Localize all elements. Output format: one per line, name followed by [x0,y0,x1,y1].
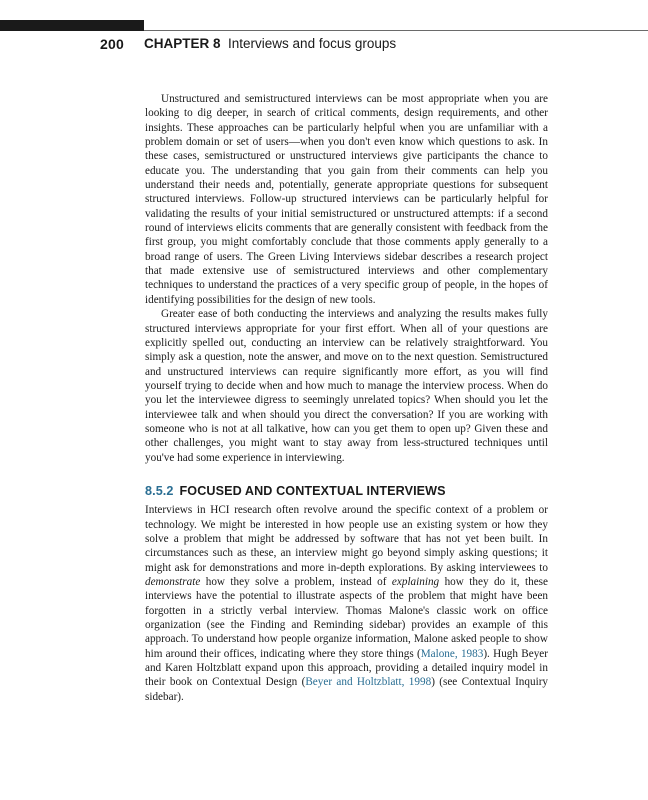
section-heading [145,484,548,498]
text-run: how they do it, these interviews have the potential to illustrate aspects of the problem that might have been forgotten in a strictly verbal interview. Thomas Malone's classic work on office organization (see the Finding and Reminding sidebar) provides an example of this approach. To understand how people organize information, Malone asked people to show him around their offices, indicating where they store things ( [145,576,548,660]
emphasis: demonstrate [145,576,201,588]
chapter-heading [144,36,396,51]
paragraph: Unstructured and semistructured interviews can be most appropriate when you are looking to dig deeper, in search of critical comments, design requirements, and other insights. These approaches can be particularly helpful when you are unfamiliar with a problem domain or set of users—when you don't even know which questions to ask. In these cases, semistructured or unstructured interviews give participants the chance to educate you. The understanding that you gain from their comments can help you understand their needs and, potentially, generate appropriate questions for subsequent structured interviews. Follow-up structured interviews can be particularly helpful for validating the results of your initial semistructured or unstructured attempts: if a second round of interviews elicits comments that are generally consistent with feedback from the first group, you might comfortably conclude that those comments apply generally to a broad range of users. The Green Living Interviews sidebar describes a research project that made extensive use of semistructured interviews and other complementary techniques to understand the practices of a very specific group of people, in the hopes of identifying possibilities for the design of new tools. [145,93,548,306]
header-rule [144,30,648,31]
section-title: FOCUSED AND CONTEXTUAL INTERVIEWS [179,483,446,498]
text-run: Interviews in HCI research often revolve around the specific context of a problem or technology. We might be interested in how people use an existing system or how they solve a problem that might be addressed by software that has not yet been built. In circumstances such as these, an interview might go beyond simply asking questions; it might ask for demonstrations and more in-depth explorations. By asking interviewees to [145,504,548,574]
chapter-title: Interviews and focus groups [228,36,397,51]
text-run: how they solve a problem, instead of [200,576,392,588]
header-accent-bar [0,20,144,31]
section-number: 8.5.2 [145,483,174,498]
paragraph: Greater ease of both conducting the interviews and analyzing the results makes fully structured interviews appropriate for your first effort. When all of your questions are explicitly spelled out, conducting an interview can be relatively straightforward. You simply ask a question, note the answer, and move on to the next question. Semistructured and unstructured interviews can require significantly more effort, as you will find yourself trying to decide when and how much to manage the interview process. When do you let the interviewee digress to seemingly unrelated topics? When should you let the interviewee talk and when should you direct the conversation? If you are working with someone who is not at all talkative, how can you get them to open up? Given these and other challenges, you might want to stay away from less-structured techniques until you've had some experience in interviewing. [145,308,548,464]
citation-link[interactable]: Malone, 1983 [420,647,484,660]
chapter-label: CHAPTER 8 [144,36,221,51]
text-run: ) (see Contextual Inquiry sidebar). [145,676,549,703]
citation-link[interactable]: Beyer and Holtzblatt, 1998 [305,676,432,689]
text-run: ). Hugh Beyer and Karen Holtzblatt expand upon this approach, providing a detailed inquiry model in their book on Contextual Design ( [145,647,548,689]
section-paragraph [145,503,548,704]
body-text [145,92,548,704]
page-number: 200 [100,36,124,52]
emphasis: explaining [391,576,440,588]
